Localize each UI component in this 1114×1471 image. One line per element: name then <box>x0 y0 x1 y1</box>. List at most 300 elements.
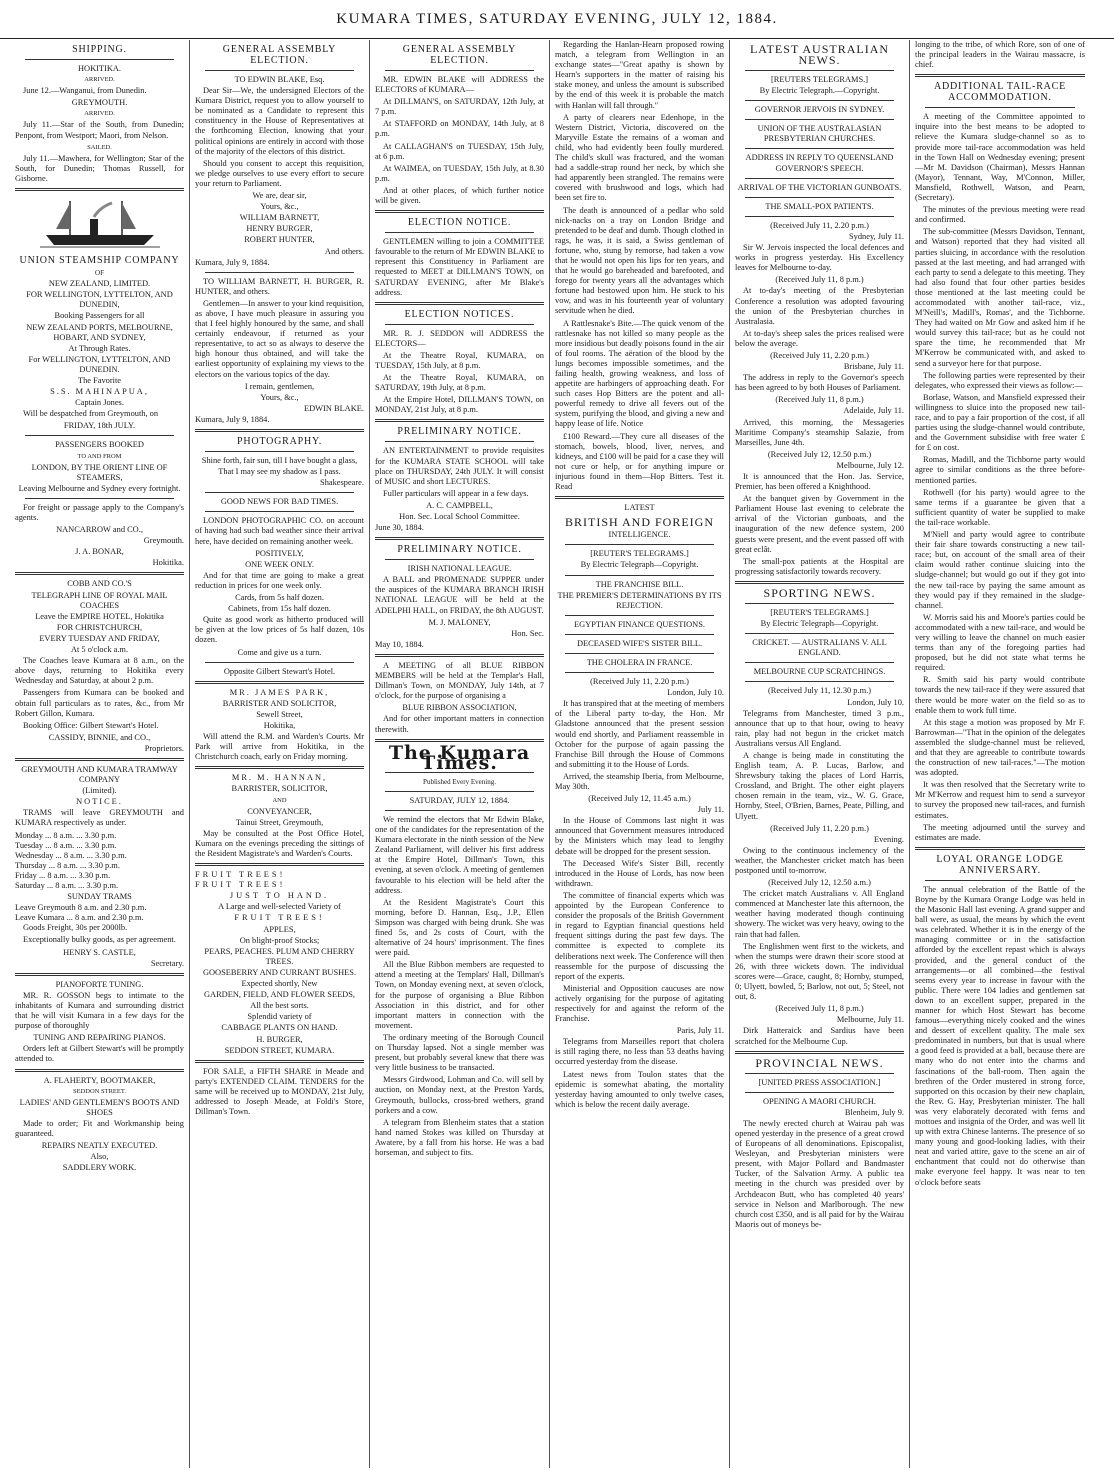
news-paragraph: Telegrams from Manchester, timed 3 p.m., announce that up to that hour, owing to heavy rain, play had not begun in the cricket match Australians versus All England. <box>735 708 904 748</box>
arrived-label: ARRIVED. <box>84 110 115 118</box>
text: We are, dear sir, <box>252 191 307 201</box>
text: FRUIT TREES! <box>234 913 325 923</box>
editorial-paragraph: The ordinary meeting of the Borough Council on Thursday lapsed. Not a single member was present, but probably several knew that there was very little business to be transacted. <box>375 1032 544 1073</box>
divider <box>565 653 714 654</box>
ad-heading: PIANOFORTE TUNING. <box>55 979 144 989</box>
text: GARDEN, FIELD, AND FLOWER SEEDS, <box>204 990 355 1000</box>
text: I remain, gentlemen, <box>244 381 315 391</box>
news-paragraph: A Rattlesnake's Bite.—The quick venom of the rattlesnake has not killed so many people as the more insidious but deadly poisons found in the air of foul rooms. The aëration of the blood by the lungs becomes impossible sometimes, and the failing health, growing weakness, and loss of appetite are harbingers of approaching death. For such cases Hop Bitters are the potent and all-powerful remedy to drive all fevers out of the system, purifying the blood, and giving a new and happy lease of life. Notice <box>555 318 724 429</box>
text: (Received July 12, 11.45 a.m.) <box>588 794 691 804</box>
text: Kumara, July 9, 1884. <box>195 257 270 267</box>
news-paragraph: Borlase, Watson, and Mansfield expressed their willingness to sluice into the proposed new tail-race, and to pay a fair proportion of the cost, if all parties using the sludge-channel would contribute, and the Government subsidise with free water £ for £ on cost. <box>915 392 1085 453</box>
text: H. BURGER, <box>256 1034 303 1044</box>
divider <box>745 119 894 120</box>
text: NEW ZEALAND, LIMITED. <box>48 279 151 289</box>
section-heading: INTELLIGENCE. <box>608 530 671 540</box>
text: Tainui Street, Greymouth, <box>235 817 324 827</box>
column-3 <box>370 40 550 1468</box>
text: GOOD NEWS FOR BAD TIMES. <box>220 497 339 507</box>
text: Quite as good work as hitherto produced will be given at the low prices of 5s half dozen, 10s dozen. <box>195 615 364 645</box>
text: That I may see my shadow as I pass. <box>218 467 341 477</box>
ad-heading: GENERAL ASSEMBLY ELECTION. <box>402 44 517 66</box>
text: Leave the EMPIRE HOTEL, Hokitika <box>35 611 164 621</box>
text: FRUIT TREES! <box>195 870 286 880</box>
text: May 10, 1884. <box>375 639 424 649</box>
news-paragraph: Telegrams from Marseilles report that cholera is still raging there, no less than 53 deaths having occurred yesterday from the disease. <box>555 1037 724 1067</box>
divider <box>25 59 174 60</box>
divider <box>385 791 534 792</box>
text: GENTLEMEN willing to join a COMMITTEE favourable to the return of Mr EDWIN BLAKE to represent this Constituency in Parliament are requested to MEET at DILLMAN'S TOWN, on SATURDAY EVENING, after Mr Blake's address. <box>375 237 544 297</box>
ad-heading: COBB AND CO.'S <box>67 579 132 589</box>
text: Splendid variety of <box>247 1012 312 1022</box>
timetable-row: Thursday ... 8 a.m. ... 3.30 p.m. <box>15 860 120 870</box>
divider <box>15 973 184 976</box>
text: Hon. Sec. <box>511 628 544 638</box>
news-paragraph: In the House of Commons last night it was announced that Government measures introduced by the Ministers which may lead to lengthy debate will be dropped for the present session. <box>555 816 724 856</box>
text: NOTICE. <box>76 797 123 807</box>
text: IRISH NATIONAL LEAGUE. <box>407 564 512 574</box>
text: Fuller particulars will appear in a few days. <box>383 488 529 498</box>
section-heading: PROVINCIAL NEWS. <box>755 1055 884 1070</box>
section-heading: SPORTING NEWS. <box>763 585 876 600</box>
text: TO AND FROM <box>77 452 122 460</box>
text: At WAIMEA, on TUESDAY, 15th July, at 8.30 p.m. <box>375 163 544 183</box>
text: London, July 10. <box>847 697 904 707</box>
text: PEARS, PEACHES. PLUM AND CHERRY TREES. <box>204 946 355 966</box>
divider <box>15 1069 184 1072</box>
divider <box>15 188 184 191</box>
news-paragraph: It is announced that the Hon. Jas. Service, Premier, has been offered a Knighthood. <box>735 472 904 492</box>
text: A. C. CAMPBELL, <box>426 500 493 510</box>
text: Greymouth. <box>143 536 184 546</box>
subheading: EGYPTIAN FINANCE QUESTIONS. <box>574 619 705 629</box>
subheading: ADDRESS IN REPLY TO QUEENSLAND GOVERNOR'S SPEECH. <box>745 153 894 173</box>
ad-heading: PRELIMINARY NOTICE. <box>397 544 522 556</box>
text: (Received July 12, 12.50 p.m.) <box>767 449 872 459</box>
news-paragraph: W. Morris said his and Moore's parties could be accommodated with a new tail-race, and would be very willing to leave the channel on much easier terms than any of the foregoing parties had proposed, but he did not state what terms he required. <box>915 612 1085 673</box>
divider <box>205 492 354 493</box>
text: Paris, July 11. <box>676 1026 724 1036</box>
divider <box>205 70 354 71</box>
text: (Received July 11, 8 p.m.) <box>775 275 864 285</box>
subheading: THE CHOLERA IN FRANCE. <box>586 657 693 667</box>
text: J. A. BONAR, <box>75 547 124 557</box>
text: Evening. <box>873 834 904 844</box>
subheading: THE SMALL-POX PATIENTS. <box>765 201 874 211</box>
text: By Electric Telegraph—Copyright. <box>760 619 879 629</box>
shipping-entry: July 11.—Star of the South, from Dunedin; Penpont, from Westport; Maori, from Nelson. <box>15 120 184 140</box>
subheading: THE FRANCHISE BILL. <box>595 579 684 589</box>
ad-heading: MR. M. HANNAN, <box>231 773 328 783</box>
news-paragraph: At the banquet given by Government in the Parliament House last evening to celebrate the arrival of the Victorian gunboats, and the inauguration of the new defence system, 200 guests were present, and the event passed off with great eclât. <box>735 494 904 554</box>
ad-heading: A. FLAHERTY, BOOTMAKER, <box>43 1075 156 1085</box>
news-paragraph: Arrived, this morning, the Messageries Maritime Company's steamship Salazie, from Marseilles, June 4th. <box>735 417 904 447</box>
text: REPAIRS NEATLY EXECUTED. <box>41 1141 158 1151</box>
text: (Received July 11, 2.20 p.m.) <box>770 350 869 360</box>
ad-heading: MR. JAMES PARK, <box>229 687 330 697</box>
text: MR. EDWIN BLAKE will ADDRESS the ELECTORS of KUMARA— <box>375 75 544 95</box>
text: Captain Jones. <box>75 398 124 408</box>
subheading: OPENING A MAORI CHURCH. <box>762 1096 877 1106</box>
editorial-paragraph: A telegram from Blenheim states that a station hand named Stokes was killed on Thursday at Awatere, by a fall from his horse. He was a bad horseman, and subject to fits. <box>375 1117 544 1157</box>
text: SEDDON STREET. <box>73 1087 126 1095</box>
editorial-paragraph: We remind the electors that Mr Edwin Blake, one of the candidates for the representation of the Kumara electorate in the ninth session of the New Zealand Parliament, will deliver his first address at the Empire Hotel, Dillman's Town, this evening, at seven o'clock. A meeting of gentlemen favourable to his election will be held after the address. <box>375 814 544 895</box>
shipping-entry: June 12.—Wanganui, from Dunedin. <box>23 86 147 96</box>
news-paragraph: Dirk Hatteraick and Sardius have been scratched for the Melbourne Cup. <box>735 1026 904 1046</box>
text: MR. R. J. SEDDON will ADDRESS the ELECTORS— <box>375 328 544 348</box>
text: Expected shortly, New <box>241 979 318 989</box>
divider <box>745 681 894 682</box>
news-paragraph: The following parties were represented by their delegates, who expressed their views as follow:— <box>915 370 1085 390</box>
divider <box>915 74 1085 77</box>
text: At Through Rates. <box>68 343 131 353</box>
divider <box>745 148 894 149</box>
text: Come and give us a turn. <box>237 647 322 657</box>
ship-name: S.S. MAHINAPUA, <box>50 387 149 397</box>
divider <box>745 633 894 634</box>
news-paragraph: The minutes of the previous meeting were read and confirmed. <box>915 205 1085 225</box>
news-paragraph: It has transpired that at the meeting of members of the Liberal party to-day, the Hon. Mr Gladstone announced that the present session would end shortly, and Parliament reassemble in October for the purpose of again passing the Franchise Bill through the House of Commons and submitting it to the House of Lords. <box>555 699 724 769</box>
arrived-label: ARRIVED. <box>84 76 115 84</box>
text: Shine forth, fair sun, till I have bought a glass, <box>201 456 358 465</box>
divider <box>745 1073 894 1074</box>
text: AN ENTERTAINMENT to provide requisites for the KUMARA STATE SCHOOL will take place on THURSDAY, 24th JULY. It will consist of MUSIC and short LECTURES. <box>375 446 544 486</box>
divider <box>25 435 174 436</box>
editorial-paragraph: All the Blue Ribbon members are requested to attend a meeting at the Templars' Hall, Dillman's Town, on Monday evening next, at seven o'clock, for the purpose of organising a Blue Ribbon Association in this district, and for other important matters in connection with the movement. <box>375 960 544 1030</box>
shipping-entry: July 11.—Mawhera, for Wellington; Star of the South, for Dunedin; Thomas Russell, for Gisborne. <box>15 153 184 183</box>
text: LONDON PHOTOGRAPHIC CO. on account of having had such bad weather since their arrival here, have decided on remaining another week. <box>195 516 364 546</box>
news-paragraph: The address in reply to the Governor's speech has been agreed to by both Houses of Parliament. <box>735 373 904 393</box>
text: At STAFFORD on MONDAY, 14th July, at 8 p.m. <box>375 119 544 139</box>
text: WILLIAM BARNETT, <box>239 213 320 223</box>
text: Sewell Street, <box>256 709 303 719</box>
news-paragraph: Rothwell (for his party) would agree to the same terms if a guarantee be given that a sufficient quantity of water be supplied to make the tail-race workable. <box>915 487 1085 527</box>
news-paragraph: The sub-committee (Messrs Davidson, Tennant, and Watson) reported that they had visited all parties sluicing, in accordance with the resolution passed at the last meeting, and had arranged with each party to send a delegate to this meeting. They had also found that four other parties besides those mentioned at the last meeting could be accommodated with another tail-race, viz., M'Neill's, Madill's, Romas', and the Tichborne. They had waited on Mr Gow and asked him if he would survey this tail-race; but as he could not spare the time, he recommended that Mr M'Kerrow be communicated with, and asked to send a surveyor here for that purpose. <box>915 227 1085 368</box>
divider <box>15 758 184 761</box>
text: A BALL and PROMENADE SUPPER under the auspices of the KUMARA BRANCH IRISH NATIONAL LEAGUE will be held at the ADELPHI HALL, on FRIDAY, the 8th AUGUST. <box>375 575 544 615</box>
section-heading: LATEST AUSTRALIAN NEWS. <box>749 42 890 67</box>
news-paragraph: It was then resolved that the Secretary write to Mr M'Kerrow and request him to send a surveyor to survey the proposed new tail-races, and furnish estimates. <box>915 780 1085 820</box>
text: HENRY S. CASTLE, <box>63 947 136 957</box>
text: Blenheim, July 9. <box>844 1107 904 1117</box>
editorial-paragraph: Messrs Girdwood, Lohman and Co. will sell by auction, on Monday next, at the Preston Yards, Greymouth, bullocks, cross-bred wethers, grand porkers and a cow. <box>375 1075 544 1115</box>
text: Shakespeare. <box>320 478 364 488</box>
divider <box>205 272 354 273</box>
subheading: CRICKET. — AUSTRALIANS V. ALL ENGLAND. <box>752 638 887 658</box>
port-heading: HOKITIKA. <box>77 64 122 73</box>
text: Will be despatched from Greymouth, on <box>23 409 159 419</box>
text: Dear Sir—We, the undersigned Electors of the Kumara District, request you to allow yourself to be nominated as a Candidate to represent this constituency in the House of Representatives at the forthcoming Election, knowing that your political opinions are entirely in accord with those of the majority of the electors of this district. <box>195 86 364 156</box>
text: NANCARROW and CO., <box>56 525 143 535</box>
text: Proprietors. <box>144 743 184 753</box>
text: Leave Kumara ... 8 a.m. and 2.30 p.m. <box>15 913 144 923</box>
text: At the Theatre Royal, KUMARA, on TUESDAY, 15th July, at 8 p.m. <box>375 350 544 370</box>
text: EVERY TUESDAY AND FRIDAY, <box>39 633 160 643</box>
divider <box>745 178 894 179</box>
news-paragraph: A change is being made in constituting the English team, A. P. Lucas, Barlow, and Shrewsbury taking the places of Lord Harris, Crossland, and Bright. The other eight players chosen remain in the team, viz., W. G. Grace, Hornby, Steel, O'Brien, Barnes, Peate, Pilling, and Ulyett. <box>735 750 904 821</box>
text: And at other places, of which further notice will be given. <box>375 185 544 206</box>
text: Melbourne, July 12. <box>836 460 904 470</box>
divider <box>385 232 534 233</box>
timetable-row: Friday ... 8 a.m. ... 3.30 p.m. <box>15 870 111 880</box>
text: TO WILLIAM BARNETT, H. BURGER, R. HUNTER, and others. <box>195 276 364 296</box>
divider <box>565 634 714 635</box>
text: (Received July 12, 12.50 a.m.) <box>768 878 871 888</box>
divider <box>375 210 544 213</box>
text: BARRISTER, SOLICITOR, <box>231 784 328 794</box>
subheading: GOVERNOR JERVOIS IN SYDNEY. <box>754 105 885 115</box>
text: HENRY BURGER, <box>246 224 313 234</box>
news-paragraph: At this stage a motion was proposed by Mr F. Barrowman—"That in the opinion of the delegates assembled the sludge-channel must be relieved, and that they are agreeable to contribute towards the construction of new tail-races."—The motion was adopted. <box>915 717 1085 778</box>
text: [REUTER'S TELEGRAMS.] <box>590 549 689 559</box>
text: GOOSEBERRY AND CURRANT BUSHES. <box>202 967 357 977</box>
text: A MEETING of all BLUE RIBBON MEMBERS will be held at the Templar's Hall, Dillman's Town, on MONDAY, July 14th, at 7 o'clock, for the purpose of organising a <box>375 660 544 701</box>
subheading: ARRIVAL OF THE VICTORIAN GUNBOATS. <box>737 182 902 192</box>
divider <box>385 559 534 560</box>
text: Booking Office: Gilbert Stewart's Hotel. <box>23 720 159 730</box>
text: EDWIN BLAKE. <box>303 403 364 413</box>
divider <box>555 496 724 499</box>
divider <box>565 544 714 545</box>
text: Sydney, July 11. <box>849 231 904 241</box>
shipping-heading: SHIPPING. <box>72 44 127 55</box>
text: M. J. MALONEY, <box>428 617 491 627</box>
text: MR. R. GOSSON begs to intimate to the inhabitants of Kumara and surrounding district that he will visit Kumara in a few days for the purpose of thoroughly <box>15 990 184 1031</box>
news-paragraph: The meeting adjourned until the survey and estimates are made. <box>915 822 1085 842</box>
text: NEW ZEALAND PORTS, MELBOURNE, HOBART, AND SYDNEY, <box>26 322 173 342</box>
divider <box>745 603 894 604</box>
news-paragraph: The newly erected church at Wairau pah was opened yesterday in the presence of a great crowd of Europeans of all denominations. Episcopalist, Wesleyan, and Presbyterian ministers were present, with Major Pollard and Bandmaster Tucker, of the Salvation Army. A public tea meeting in the church was presided over by Archdeacon Butt, who has completed 40 years' service in Nelson and Marlborough. The new church cost £350, and is all paid for by the Wairau Maoris out of moneys be- <box>735 1118 904 1229</box>
news-paragraph: A party of clearers near Edenhope, in the Western District, Victoria, discovered on the Maryville Estate the remains of a woman and child, who had evidently been foully murdered. The child's skull was fractured, and the woman had a saddle-strap round her neck, by which she had apparently been strangled. The remains were covered with brushwood and logs, which had been set fire to. <box>555 112 724 203</box>
text: ONE WEEK ONLY. <box>245 559 314 569</box>
divider <box>745 1092 894 1093</box>
text: Leave Greymouth 8 a.m. and 2.30 p.m. <box>15 903 147 913</box>
text: OF <box>95 269 104 278</box>
news-paragraph: Arrived, the steamship Iberia, from Melbourne, May 30th. <box>555 771 724 791</box>
divider <box>925 107 1075 108</box>
text: (Received July 11, 2.20 p.m.) <box>770 220 869 230</box>
text: Leaving Melbourne and Sydney every fortnight. <box>18 483 181 493</box>
text: Yours, &c., <box>260 202 299 212</box>
ad-heading: PHOTOGRAPHY. <box>236 436 323 447</box>
text: Exceptionally bulky goods, as per agreement. <box>23 935 176 945</box>
divider <box>915 847 1085 850</box>
divider <box>205 451 354 452</box>
divider <box>385 441 534 442</box>
text: Also, <box>90 1152 109 1162</box>
text: At 5 o'clock a.m. <box>70 645 129 655</box>
text: The Favorite <box>77 375 122 385</box>
text: Hon. Sec. Local School Committee. <box>399 512 520 521</box>
text: Hokitika. <box>152 558 184 568</box>
text: By Electric Telegraph—Copyright. <box>580 560 699 570</box>
news-paragraph: Ministerial and Opposition caucuses are now actively organising for the purpose of agitating respectively for and against the reform of the Franchise. <box>555 983 724 1024</box>
divider <box>385 70 534 71</box>
ad-heading: ELECTION NOTICE. <box>407 217 512 229</box>
divider <box>195 766 364 769</box>
divider <box>745 100 894 101</box>
timetable-row: Tuesday ... 8 a.m. ... 3.30 p.m. <box>15 840 117 850</box>
divider <box>195 681 364 684</box>
nameplate: The Kumara Times. <box>388 741 531 774</box>
subheading: UNION OF THE AUSTRALASIAN PRESBYTERIAN CHURCHES. <box>757 124 882 144</box>
text: The Coaches leave Kumara at 8 a.m., on the above days, returning to Hokitika every Wednesday and Saturday, at about 2 p.m. <box>15 656 184 686</box>
text: July 11. <box>697 805 724 815</box>
column-6 <box>910 40 1090 1468</box>
divider <box>375 654 544 657</box>
news-paragraph: longing to the tribe, of which Rore, son of one of the principal leaders in the Wairau massacre, is chief. <box>915 40 1085 70</box>
steamship-icon <box>40 195 160 251</box>
text: BLUE RIBBON ASSOCIATION, <box>402 703 517 713</box>
text: On blight-proof Stocks; <box>239 935 320 945</box>
port-heading: GREYMOUTH. <box>71 98 128 108</box>
text: AND <box>272 796 287 804</box>
text: Will attend the R.M. and Warden's Courts. Mr Park will arrive from Hokitika, in the Christchurch coach, early on Friday morning. <box>195 732 364 762</box>
text: FOR SALE, a FIFTH SHARE in Meade and party's EXTENDED CLAIM. TENDERS for the same will be received up to MONDAY, 21st July, addressed to Joseph Meade, at Foldi's Store, Dillman's Town. <box>195 1066 364 1117</box>
text: TUNING AND REPAIRING PIANOS. <box>33 1033 166 1043</box>
text: FOR WELLINGTON, LYTTELTON, AND DUNEDIN, <box>26 290 173 310</box>
divider <box>735 1051 904 1054</box>
text: And for other important matters in connection therewith. <box>375 714 544 734</box>
text: And for that time are going to make a great reduction in prices for one week only. <box>195 570 364 590</box>
text: At the Theatre Royal, KUMARA, on SATURDAY, 19th July, at 8 p.m. <box>375 373 544 393</box>
divider <box>745 662 894 663</box>
text: (Received July 11, 8 p.m.) <box>775 395 864 405</box>
news-paragraph: The annual celebration of the Battle of the Boyne by the Kumara Orange Lodge was held in the Masonic Hall last evening. A grand supper and ball were, as usual, the means by which the event was celebrated. Whether it is in the energy of the managing committee or in the satisfaction afforded by the excellent repast which is always provided, and the general conduct of the arrangements—or all combined—the festival seems every year to increase in favour with the public. There were 104 ladies and gentlemen sat down to an excellent supper, prepared in the manner for which Host Stewart has become famous—everything nicely cooked and the wines and dessert of excellent quality. The male sex predominated in numbers, but that is usual where a good feed is provided at a ball, because there are many who do not enter into the charms and fascinations of the ball-room. Then again the brethren of the Order mustered in strong force, supported on this occasion by their new chaplain, the Rev. G. Hay, Presbyterian minister. The hall was very elaborately decorated with ferns and mottoes and insignia of the Order, and was well lit up with extra Chinese lanterns. The presence of so many young and good-looking ladies, with their neat and varied attire, gave to the scene an air of enchantment that could not do otherwise than make everyone feel happy. It was near to ten o'clock before seats <box>915 884 1085 1187</box>
divider <box>15 572 184 575</box>
text: APPLES, <box>263 924 296 934</box>
news-paragraph: The small-pox patients at the Hospital are progressing satisfactorily towards recovery. <box>735 556 904 576</box>
text: June 30, 1884. <box>375 523 424 533</box>
text: ROBERT HUNTER, <box>244 235 315 245</box>
divider <box>375 537 544 540</box>
divider <box>745 197 894 198</box>
text: CABBAGE PLANTS ON HAND. <box>221 1023 338 1033</box>
divider <box>565 575 714 576</box>
text: Published Every Evening. <box>423 777 496 786</box>
news-paragraph: R. Smith said his party would contribute towards the new tail-race if they were assured that there would be more water on the field so as to enable them to work full time. <box>915 675 1085 715</box>
divider <box>375 302 544 305</box>
section-heading: ADDITIONAL TAIL-RACE ACCOMMODATION. <box>933 81 1067 104</box>
subheading: MELBOURNE CUP SCRATCHINGS. <box>753 667 886 677</box>
divider <box>25 498 174 499</box>
divider <box>195 1060 364 1063</box>
text: SEDDON STREET, KUMARA. <box>224 1045 335 1055</box>
divider <box>195 429 364 432</box>
text: Melbourne, July 11. <box>836 1015 904 1025</box>
news-paragraph: The cricket match Australians v. All England commenced at Manchester late this afternoon, the weather having moderated though continuing showery. The wicket was very heavy, owing to the rain that had fallen. <box>735 889 905 939</box>
news-paragraph: At to-day's meeting of the Presbyterian Conference a resolution was adopted favouring the union of the Presbyterian churches in Australasia. <box>735 286 904 326</box>
text: (Received July 11, 2.20 p.m.) <box>770 823 869 833</box>
news-paragraph: A meeting of the Committee appointed to inquire into the best means to be adopted to relieve the Kumara sludge-channel so as to provide more tail-race accommodation was held in the Town Hall on Wednesday evening; present—Mr M. Davidson (Chairman), Messrs Hannan (Mayor), Tennant, Way, M'Connon, Miller, Mansfield, Rothwell, Watson, and Pearn, (Secretary). <box>915 112 1085 203</box>
text: Gentlemen—In answer to your kind requisition, as above, I have much pleasure in assuring you that I feel highly honoured by the same, and shall certainly endeavour, if returned as your representative, to act so as always to deserve the high honour thus obtained, and will take the earliest opportunity of explaining my views to the electors on the various topics of the day. <box>195 298 364 379</box>
subheading: DECEASED WIFE'S SISTER BILL. <box>576 638 703 648</box>
columns <box>10 40 1106 1468</box>
news-paragraph: At to-day's sheep sales the prices realised were below the average. <box>735 328 904 348</box>
text: At DILLMAN'S, on SATURDAY, 12th July, at 7 p.m. <box>375 97 544 117</box>
text: (Received July 11, 8 p.m.) <box>775 1004 864 1014</box>
text: TO EDWIN BLAKE, Esq. <box>234 75 325 84</box>
text: At the Empire Hotel, DILLMAN'S TOWN, on MONDAY, 21st July, at 8 p.m. <box>375 395 544 415</box>
masthead: KUMARA TIMES, SATURDAY EVENING, JULY 12, 1884. <box>0 0 1114 39</box>
timetable-row: Wednesday ... 8 a.m. ... 3.30 p.m. <box>15 850 127 860</box>
news-paragraph: £100 Reward.—They cure all diseases of the stomach, bowels, blood, liver, nerves, and kidneys, and £100 will be paid for a case they will not cure or help, or for anything impure or injurious found in them—Hop Bitters. Test it. Read <box>555 431 724 492</box>
ad-heading: PRELIMINARY NOTICE. <box>397 426 522 438</box>
text: Passengers from Kumara can be booked and obtain full particulars as to rates, &c., from Mr Robert Gillon, Kumara. <box>15 688 184 718</box>
text: For freight or passage apply to the Company's agents. <box>15 502 184 522</box>
text: FRUIT TREES! <box>195 880 286 890</box>
text: [UNITED PRESS ASSOCIATION.] <box>758 1077 881 1087</box>
text: PASSENGERS BOOKED <box>55 440 144 450</box>
news-paragraph: M'Niell and party would agree to contribute their fair share towards constructing a new tail-race; but, on account of the small area of their claim would rather continue sluicing into the sludge-channel; but would go out if they got into the new tail-race by paying the same amount as they would pay if they remained in the sludge-channel. <box>915 530 1085 610</box>
divider <box>925 880 1075 881</box>
text: FRIDAY, 18th JULY. <box>63 421 136 431</box>
text: Brisbane, July 11. <box>843 362 904 372</box>
text: And others. <box>324 246 364 256</box>
text: LADIES' AND GENTLEMEN'S BOOTS AND SHOES <box>19 1097 180 1117</box>
text: SADDLERY WORK. <box>62 1163 137 1173</box>
text: FOR CHRISTCHURCH, <box>56 622 143 632</box>
text: Adelaide, July 11. <box>843 406 904 416</box>
divider <box>745 70 894 71</box>
divider <box>205 662 354 663</box>
column-5 <box>730 40 910 1468</box>
text: JUST TO HAND. <box>229 891 330 901</box>
column-4 <box>550 40 730 1468</box>
text: London, July 10. <box>667 688 724 698</box>
divider <box>205 511 354 512</box>
text: At CALLAGHAN'S on TUESDAY, 15th July, at 6 p.m. <box>375 141 544 161</box>
text: Should you consent to accept this requisition, we pledge ourselves to use every effort to secure your return to Parliament. <box>195 158 364 188</box>
ad-heading: ELECTION NOTICES. <box>404 308 515 320</box>
news-paragraph: The Deceased Wife's Sister Bill, recently introduced in the House of Lords, has now been withdrawn. <box>555 858 724 888</box>
text: SUNDAY TRAMS <box>67 892 132 902</box>
text: LONDON, BY THE ORIENT LINE OF STEAMERS, <box>31 462 168 482</box>
editorial-paragraph: At the Resident Magistrate's Court this morning, before D. Hannan, Esq., J.P., Ellen Simpson was charged with being drunk. She was fined 5s, and 2s costs of Court, with the alternative of 24 hours' imprisonment. The fines were paid. <box>375 897 544 958</box>
text: TRAMS will leave GREYMOUTH and KUMARA respectively as under. <box>15 808 184 828</box>
sailed-label: SAILED. <box>87 143 112 151</box>
timetable-row: Saturday ... 8 a.m. ... 3.30 p.m. <box>15 881 119 890</box>
text: All the best sorts. <box>250 1001 309 1011</box>
text: (Received July 11, 2.20 p.m.) <box>590 677 689 687</box>
section-heading: LATEST <box>624 503 655 513</box>
section-heading: LOYAL ORANGE LODGE ANNIVERSARY. <box>936 853 1064 876</box>
text: Cards, from 5s half dozen. <box>235 593 324 603</box>
news-paragraph: Latest news from Toulon states that the epidemic is somewhat abating, the mortality yesterday having amounted to only twelve cases, which is below the recent daily average. <box>555 1069 724 1109</box>
news-paragraph: Sir W. Jervois inspected the local defences and works in progress yesterday. His Excellency leaves for Melbourne to-day. <box>735 243 904 273</box>
text: Opposite Gilbert Stewart's Hotel. <box>223 666 336 676</box>
column-2 <box>190 40 370 1468</box>
section-heading: BRITISH AND FOREIGN <box>564 515 714 530</box>
text: POSITIVELY, <box>255 548 304 558</box>
text: Goods Freight, 30s per 2000lb. <box>23 923 128 933</box>
news-paragraph: The committee of financial experts which was appointed by the European Conference to consider the proposals of the British Government in regard to Egyptian financial questions held frequent sittings during the past few days. The committee is expected to complete its deliberations next week. The Conference will then reassemble for the purpose of discussing the report of the experts. <box>555 890 724 981</box>
issue-date: SATURDAY, JULY 12, 1884. <box>409 795 510 805</box>
text: TELEGRAPH LINE OF ROYAL MAIL COACHES <box>31 590 168 610</box>
text: Hokitika, <box>263 720 296 730</box>
divider <box>565 672 714 673</box>
news-paragraph: The Englishmen went first to the wickets, and when the stumps were drawn their score stood at 26, with three wickets down. The individual scores were—Grace, caught, 8; Hornby, stumped, 0; Ulyett, bowled, 5; Barlow, not out, 5; Steel, not out, 8. <box>735 941 904 1002</box>
text: [REUTER'S TELEGRAMS.] <box>770 607 869 617</box>
text: May be consulted at the Post Office Hotel, Kumara on the evenings preceding the sittings of the Resident Magistrate's and Warden's Courts. <box>195 828 364 858</box>
divider <box>195 863 364 866</box>
divider <box>375 419 544 422</box>
ad-heading: GENERAL ASSEMBLY ELECTION. <box>222 44 337 66</box>
text: Orders left at Gilbert Stewart's will be promptly attended to. <box>15 1044 184 1064</box>
divider <box>385 810 534 811</box>
text: A Large and well-selected Variety of <box>218 902 341 912</box>
text: Booking Passengers for all <box>54 311 145 321</box>
